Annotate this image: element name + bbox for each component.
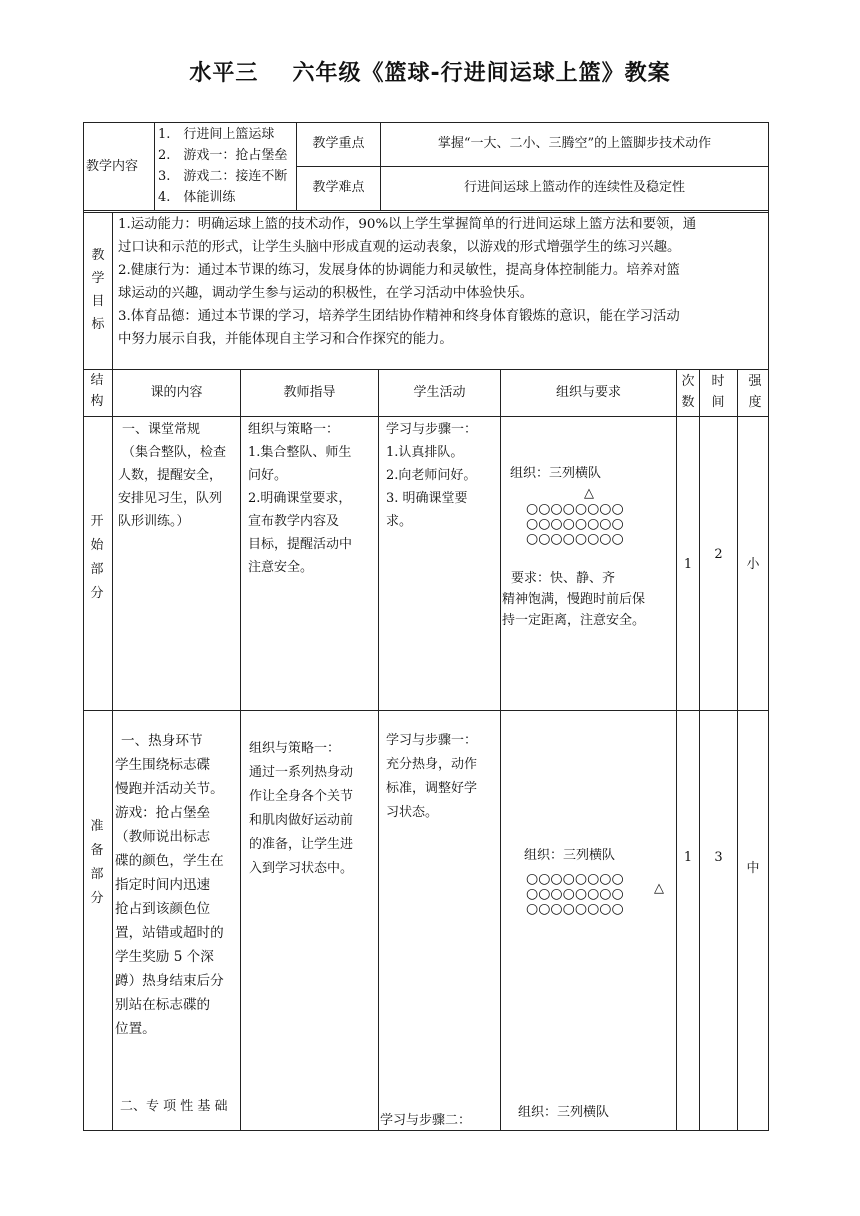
title-level: 水平三 [189,61,259,86]
start-label-char: 部 [90,562,104,577]
title-lesson: 六年级《篮球-行进间运球上篮》教案 [292,61,671,86]
start-label-char: 始 [90,538,104,553]
col-teacher: 教师指导 [283,385,336,400]
col-times-char: 数 [681,395,695,410]
prep-org-title: 组织：三列横队 [524,848,616,863]
prep-student-2: 学习与步骤二： [380,1113,472,1128]
start-teacher-line: 组织与策略一： [248,422,340,437]
prep-content-line: 别站在标志碟的 [115,997,211,1013]
prep-times: 1 [683,850,693,865]
start-student-line: 3. 明确课堂要 [386,491,468,506]
content-item: 2. 游戏一：抢占堡垒 [158,148,288,163]
goals-label-char: 目 [91,294,105,309]
content-item: 3. 游戏二：接连不断 [158,169,288,184]
start-label-char: 开 [90,514,104,529]
start-requirements [502,568,645,631]
prep-content-line: 学生奖励 5 个深 [115,949,214,965]
prep-content [115,729,224,1041]
start-content-line: （集合整队，检查 [122,445,227,460]
start-student-line: 学习与步骤一： [386,422,478,437]
prep-content-line: 慢跑并活动关节。 [115,781,224,797]
prep-content-line: 置，站错或超时的 [115,925,224,941]
col-content: 课的内容 [150,385,203,400]
prep-student-line: 学习与步骤一： [386,733,478,748]
start-teacher-line: 1.集合整队、师生 [248,445,352,460]
start-req-line: 要求：快、静、齐 [511,571,616,586]
prep-duration: 3 [714,850,723,865]
goals-line: 中努力展示自我，并能体现自主学习和合作探究的能力。 [118,332,453,347]
prep-intensity: 中 [746,861,760,876]
formation-row: ○○○○○○○○ [526,501,624,517]
prep-student [386,729,477,825]
start-student-line: 2.向老师问好。 [386,468,477,483]
prep-teacher-line: 的准备，让学生进 [249,837,354,852]
prep-teacher [249,737,353,881]
goals-label-char: 教 [91,248,105,263]
content-item: 1. 行进间上篮运球 [158,127,275,142]
goals-label-char: 学 [91,271,105,286]
start-teacher-line: 目标，提醒活动中 [248,537,353,552]
prep-content-line: 指定时间内迅速 [115,877,211,893]
start-org-title: 组织：三列横队 [510,466,602,481]
prep-student-line: 标准，调整好学 [386,781,478,796]
prep-label [86,815,108,911]
difficulty-label: 教学难点 [312,180,365,195]
start-req-line: 精神饱满，慢跑时前后保 [502,592,646,607]
prep-content-line: 位置。 [115,1021,156,1037]
key-label: 教学重点 [312,136,365,151]
start-content-line: 一、课堂常规 [122,422,201,437]
start-teacher [248,418,352,579]
start-content [118,418,226,533]
start-content-line: 队形训练。） [118,514,190,529]
col-structure [86,370,108,412]
content-items [158,124,287,208]
prep-content-line: 游戏：抢占堡垒 [115,805,211,821]
prep-label-char: 分 [90,891,104,906]
prep-content-line: 一、热身环节 [121,733,203,749]
col-duration-char: 时 [711,374,725,389]
start-content-line: 人数，提醒安全， [118,468,223,483]
prep-content-line: （教师说出标志 [115,829,211,845]
start-times: 1 [683,557,693,572]
col-duration [705,371,731,413]
prep-content-2: 二、专 项 性 基 础 [120,1099,228,1114]
formation-row: ○○○○○○○○ [526,531,624,547]
page-title [0,56,860,87]
prep-teacher-line: 通过一系列热身动 [249,765,354,780]
start-teacher-line: 2.明确课堂要求， [248,491,352,506]
goals-label-char: 标 [91,317,105,332]
prep-student-line: 习状态。 [386,805,439,820]
key-text: 掌握“一大、二小、三腾空”的上篮脚步技术动作 [437,136,712,151]
col-intensity-char: 强 [748,374,762,389]
prep-teacher-line: 组织与策略一： [249,741,341,756]
prep-teacher-line: 入到学习状态中。 [249,861,354,876]
formation-start [526,502,624,547]
goals-line: 过口诀和示范的形式，让学生头脑中形成直观的运动表象，以游戏的形式增强学生的练习兴趣。 [118,240,681,255]
prep-content-line: 蹲）热身结束后分 [115,973,224,989]
start-teacher-line: 宣布教学内容及 [248,514,340,529]
formation-row: ○○○○○○○○ [526,901,624,917]
start-student-line: 求。 [386,514,413,529]
formation-row: ○○○○○○○○ [526,871,624,887]
start-student-line: 1.认真排队。 [386,445,464,460]
start-req-line: 持一定距离，注意安全。 [502,613,646,628]
col-duration-char: 间 [711,395,725,410]
difficulty-text: 行进间运球上篮动作的连续性及稳定性 [463,180,685,195]
prep-teacher-line: 作让全身各个关节 [249,789,354,804]
prep-teacher-line: 和肌肉做好运动前 [249,813,354,828]
start-intensity: 小 [746,557,760,572]
col-structure-char: 构 [90,394,104,409]
prep-student-line: 充分热身，动作 [386,757,478,772]
start-content-line: 安排见习生，队列 [118,491,223,506]
col-structure-char: 结 [90,373,104,388]
start-teacher-line: 问好。 [248,468,288,483]
col-intensity-char: 度 [748,395,762,410]
start-duration: 2 [714,547,723,562]
content-label: 教学内容 [86,159,139,174]
content-item: 4. 体能训练 [158,190,236,205]
teacher-triangle-icon: △ [654,881,664,896]
col-student: 学生活动 [413,385,466,400]
start-label-char: 分 [90,586,104,601]
col-org: 组织与要求 [555,385,621,400]
prep-label-char: 部 [90,867,104,882]
formation-row: ○○○○○○○○ [526,516,624,532]
teacher-triangle-icon: △ [584,486,594,501]
goals-line: 3.体育品德：通过本节课的学习，培养学生团结协作精神和终身体育锻炼的意识，能在学习活动 [118,309,680,324]
col-times-char: 次 [681,374,695,389]
formation-row: ○○○○○○○○ [526,886,624,902]
start-label [86,510,108,606]
goals-text [118,213,766,351]
prep-label-char: 备 [90,843,104,858]
start-teacher-line: 注意安全。 [248,560,314,575]
col-intensity [742,371,768,413]
goals-line: 球运动的兴趣，调动学生参与运动的积极性，在学习活动中体验快乐。 [118,286,534,301]
prep-label-char: 准 [90,819,104,834]
goals-line: 2.健康行为：通过本节课的练习，发展身体的协调能力和灵敏性，提高身体控制能力。培养对篮 [118,263,680,278]
col-times [677,371,699,413]
prep-org-title-2: 组织：三列横队 [518,1105,610,1120]
goals-line: 1.运动能力：明确运球上篮的技术动作，90%以上学生掌握简单的行进间运球上篮方法和要领，通 [118,217,697,232]
prep-content-line: 抢占到该颜色位 [115,901,211,917]
start-student [386,418,477,533]
formation-prep [526,872,624,917]
prep-content-line: 碟的颜色，学生在 [115,853,224,869]
prep-content-line: 学生围绕标志碟 [115,757,211,773]
goals-label [87,244,109,336]
